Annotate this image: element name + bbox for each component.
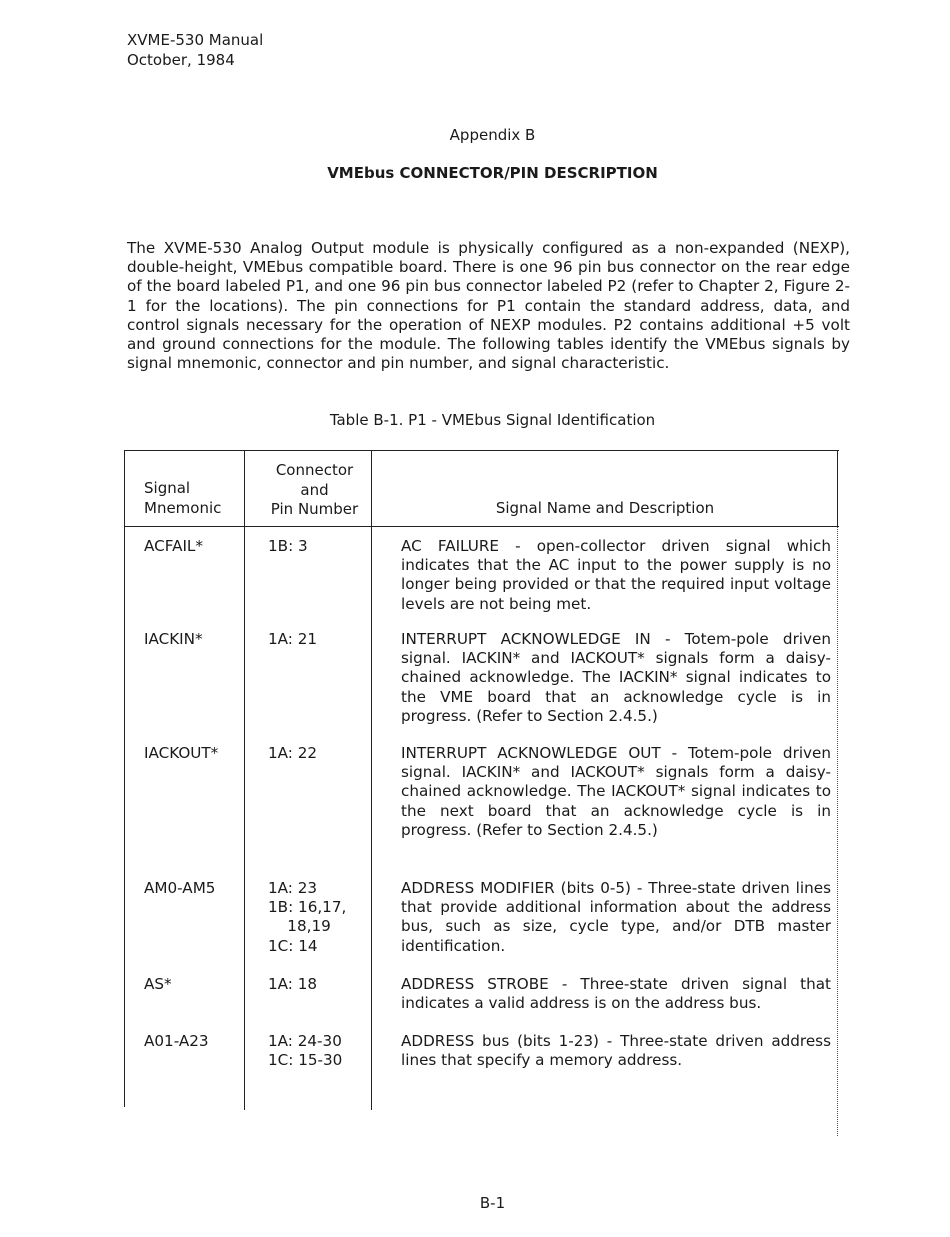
signal-description: INTERRUPT ACKNOWLEDGE IN - Totem-pole driven signal. IACKIN* and IACKOUT* signals form a daisy-chained acknowledge. The IACKIN* signal indicates to the VME board that an acknowledge cycle is in progress. (Refer to Section 2.4.5.): [401, 630, 831, 725]
header-signal-description: Signal Name and Description: [495, 499, 715, 517]
intro-paragraph: The XVME-530 Analog Output module is physically configured as a non-expanded (NEXP), double-height, VMEbus compatible board. There is one 96 pin bus connector on the rear edge of the board labeled P1, and one 96 pin bus connector labeled P2 (refer to Chapter 2, Figure 2-1 for the locations). The pin connections for P1 contain the standard address, data, and control signals necessary for the operation of NEXP modules. P2 contains additional +5 volt and ground connections for the module. The following tables identify the VMEbus signals by signal mnemonic, connector and pin number, and signal characteristic.: [127, 239, 850, 373]
signal-description: ADDRESS MODIFIER (bits 0-5) - Three-state driven lines that provide additional information about the address bus, such as size, cycle type, and/or DTB master identification.: [401, 879, 831, 955]
header-connector-pin: Connector and Pin Number: [270, 461, 359, 518]
pin-number: 1A: 18: [268, 975, 318, 993]
column-divider-1: [244, 450, 245, 1110]
signal-mnemonic: AM0-AM5: [144, 879, 216, 897]
signal-mnemonic: IACKOUT*: [144, 744, 219, 762]
manual-date: October, 1984: [127, 51, 235, 69]
page-number: B-1: [479, 1194, 506, 1212]
signal-mnemonic: AS*: [144, 975, 172, 993]
document-header: [127, 30, 263, 70]
signal-mnemonic: ACFAIL*: [144, 537, 203, 555]
pin-number: 1B: 3: [268, 537, 308, 555]
column-divider-2: [371, 450, 372, 1110]
appendix-label: Appendix B: [449, 126, 536, 144]
manual-title: XVME-530 Manual: [127, 31, 264, 49]
page-title: VMEbus CONNECTOR/PIN DESCRIPTION: [327, 164, 658, 182]
header-signal-mnemonic: Signal Mnemonic: [144, 479, 222, 517]
header-divider: [124, 526, 839, 527]
table-right-border-lower: [837, 526, 838, 1136]
signal-description: INTERRUPT ACKNOWLEDGE OUT - Totem-pole driven signal. IACKIN* and IACKOUT* signals form a daisy-chained acknowledge. The IACKOUT* signal indicates to the next board that an acknowledge cycle is in progress. (Refer to Section 2.4.5.): [401, 744, 831, 839]
signal-description: AC FAILURE - open-collector driven signal which indicates that the AC input to the power supply is no longer being provided or that the required input voltage levels are not being met.: [401, 537, 831, 613]
pin-number: 1A: 22: [268, 744, 318, 762]
signal-description: ADDRESS STROBE - Three-state driven signal that indicates a valid address is on the address bus.: [401, 975, 831, 1013]
signal-mnemonic: A01-A23: [144, 1032, 209, 1050]
pin-number: 1A: 24-30 1C: 15-30: [268, 1032, 343, 1070]
signal-mnemonic: IACKIN*: [144, 630, 203, 648]
pin-number: 1A: 21: [268, 630, 318, 648]
pin-number: 1A: 23 1B: 16,17, 18,19 1C: 14: [268, 879, 347, 955]
signal-description: ADDRESS bus (bits 1-23) - Three-state driven address lines that specify a memory address.: [401, 1032, 831, 1070]
table-caption: Table B-1. P1 - VMEbus Signal Identification: [329, 411, 656, 429]
